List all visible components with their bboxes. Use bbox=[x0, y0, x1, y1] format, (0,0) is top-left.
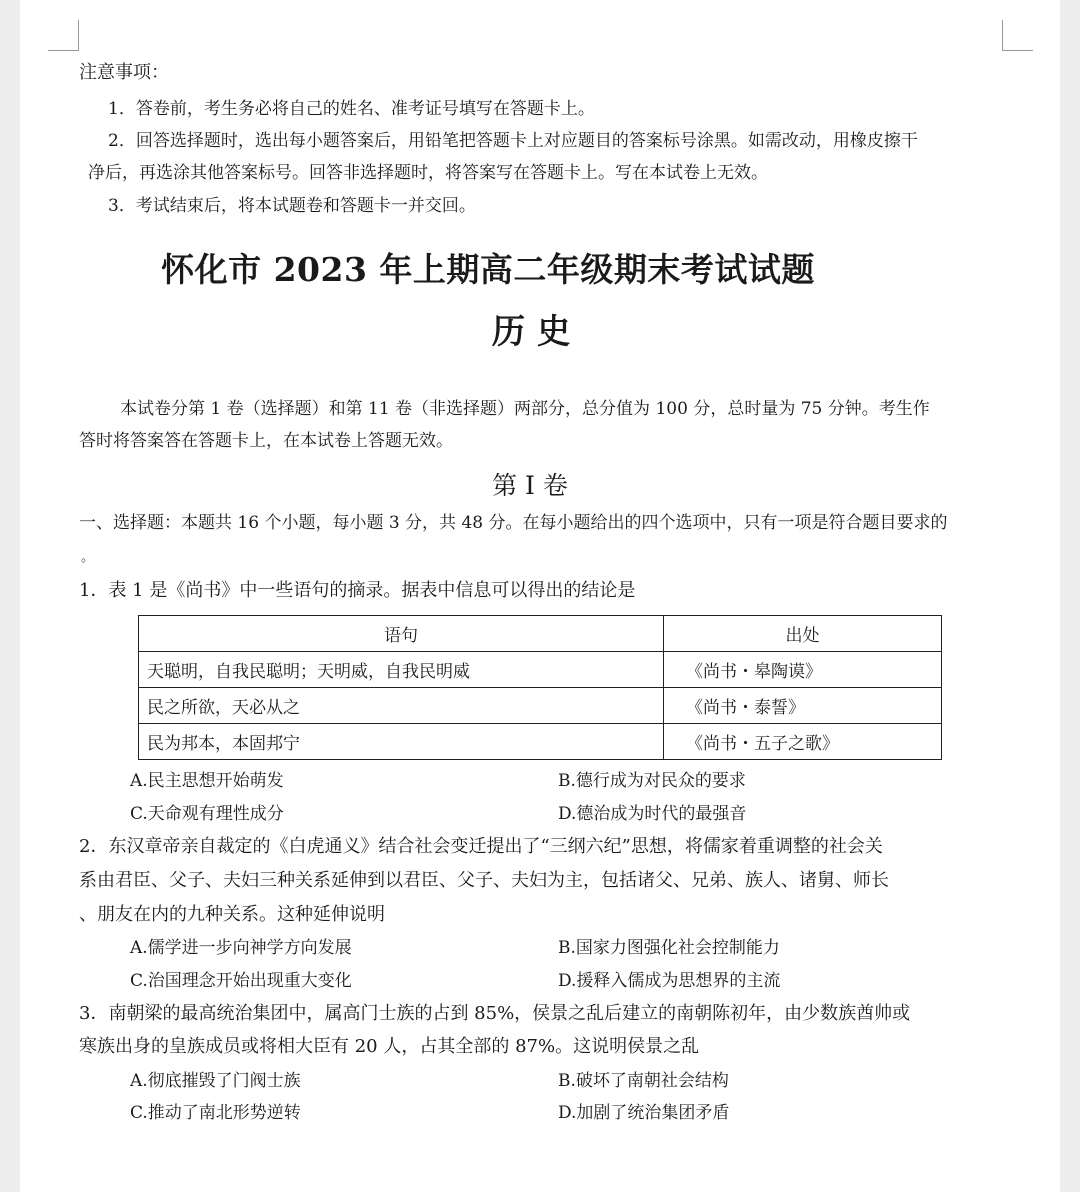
page-corner-mark-top-left bbox=[48, 20, 79, 51]
intro-line-1: 本试卷分第 1 卷（选择题）和第 11 卷（非选择题）两部分，总分值为 100 分，总时量为 75 分钟。考生作 bbox=[120, 399, 930, 419]
question-3-stem-line-2: 寒族出身的皇族成员或将相大臣有 20 人，占其全部的 87%。这说明侯景之乱 bbox=[79, 1036, 700, 1057]
volume-title: 第 I 卷 bbox=[492, 471, 568, 500]
table-cell-sentence: 民为邦本，本固邦宁 bbox=[139, 724, 664, 760]
table-cell-source: 《尚书・五子之歌》 bbox=[664, 724, 942, 760]
section-instruction-line-2: 。 bbox=[81, 550, 95, 565]
table-row bbox=[139, 688, 942, 724]
question-2-option-c: C.治国理念开始出现重大变化 bbox=[130, 971, 352, 991]
question-1-option-c: C.天命观有理性成分 bbox=[130, 804, 284, 824]
question-2-stem-line-1: 2．东汉章帝亲自裁定的《白虎通义》结合社会变迁提出了“三纲六纪”思想，将儒家着重调整的社会关 bbox=[79, 836, 883, 857]
table-cell-sentence: 天聪明，自我民聪明；天明威，自我民明威 bbox=[139, 652, 664, 688]
page-corner-mark-top-right bbox=[1002, 20, 1033, 51]
exam-title: 怀化市 2023 年上期高二年级期末考试试题 bbox=[161, 250, 815, 289]
question-1-stem: 1．表 1 是《尚书》中一些语句的摘录。据表中信息可以得出的结论是 bbox=[79, 580, 636, 601]
note-item-3: 3．考试结束后，将本试题卷和答题卡一并交回。 bbox=[108, 196, 476, 216]
note-item-2-line-1: 2．回答选择题时，选出每小题答案后，用铅笔把答题卡上对应题目的答案标号涂黑。如需改动，用橡皮擦干 bbox=[108, 131, 918, 151]
table-header-row bbox=[139, 616, 942, 652]
question-3-stem-line-1: 3．南朝梁的最高统治集团中，属高门士族的占到 85%，侯景之乱后建立的南朝陈初年，由少数族酋帅或 bbox=[79, 1003, 911, 1024]
question-2-option-a: A.儒学进一步向神学方向发展 bbox=[130, 938, 352, 958]
notes-title: 注意事项： bbox=[79, 62, 169, 83]
intro-line-2: 答时将答案答在答题卡上，在本试卷上答题无效。 bbox=[79, 431, 453, 451]
table-cell-source: 《尚书・皋陶谟》 bbox=[664, 652, 942, 688]
table-cell-source: 《尚书・泰誓》 bbox=[664, 688, 942, 724]
question-1-table bbox=[138, 615, 942, 760]
question-3-option-c: C.推动了南北形势逆转 bbox=[130, 1103, 301, 1123]
table-row bbox=[139, 724, 942, 760]
subject-title: 历 史 bbox=[491, 312, 571, 352]
question-2-stem-line-3: 、朋友在内的九种关系。这种延伸说明 bbox=[79, 904, 385, 925]
note-item-1: 1．答卷前，考生务必将自己的姓名、准考证号填写在答题卡上。 bbox=[108, 99, 595, 119]
question-1-option-a: A.民主思想开始萌发 bbox=[130, 771, 284, 791]
question-2-option-b: B.国家力图强化社会控制能力 bbox=[558, 938, 780, 958]
question-3-option-a: A.彻底摧毁了门阀士族 bbox=[130, 1071, 301, 1091]
question-1-option-d: D.德治成为时代的最强音 bbox=[558, 804, 747, 824]
question-3-option-d: D.加剧了统治集团矛盾 bbox=[558, 1103, 730, 1123]
table-row bbox=[139, 652, 942, 688]
question-3-option-b: B.破坏了南朝社会结构 bbox=[558, 1071, 729, 1091]
note-item-2-line-2: 净后，再选涂其他答案标号。回答非选择题时，将答案写在答题卡上。写在本试卷上无效。 bbox=[88, 163, 768, 183]
table-header-source: 出处 bbox=[664, 616, 942, 652]
table-cell-sentence: 民之所欲，天必从之 bbox=[139, 688, 664, 724]
table-header-sentence: 语句 bbox=[139, 616, 664, 652]
question-2-option-d: D.援释入儒成为思想界的主流 bbox=[558, 971, 781, 991]
question-2-stem-line-2: 系由君臣、父子、夫妇三种关系延伸到以君臣、父子、夫妇为主，包括诸父、兄弟、族人、诸舅、师长 bbox=[79, 870, 889, 891]
question-1-option-b: B.德行成为对民众的要求 bbox=[558, 771, 746, 791]
section-instruction-line-1: 一、选择题：本题共 16 个小题，每小题 3 分，共 48 分。在每小题给出的四个选项中，只有一项是符合题目要求的 bbox=[79, 513, 948, 533]
exam-page bbox=[20, 0, 1060, 1192]
